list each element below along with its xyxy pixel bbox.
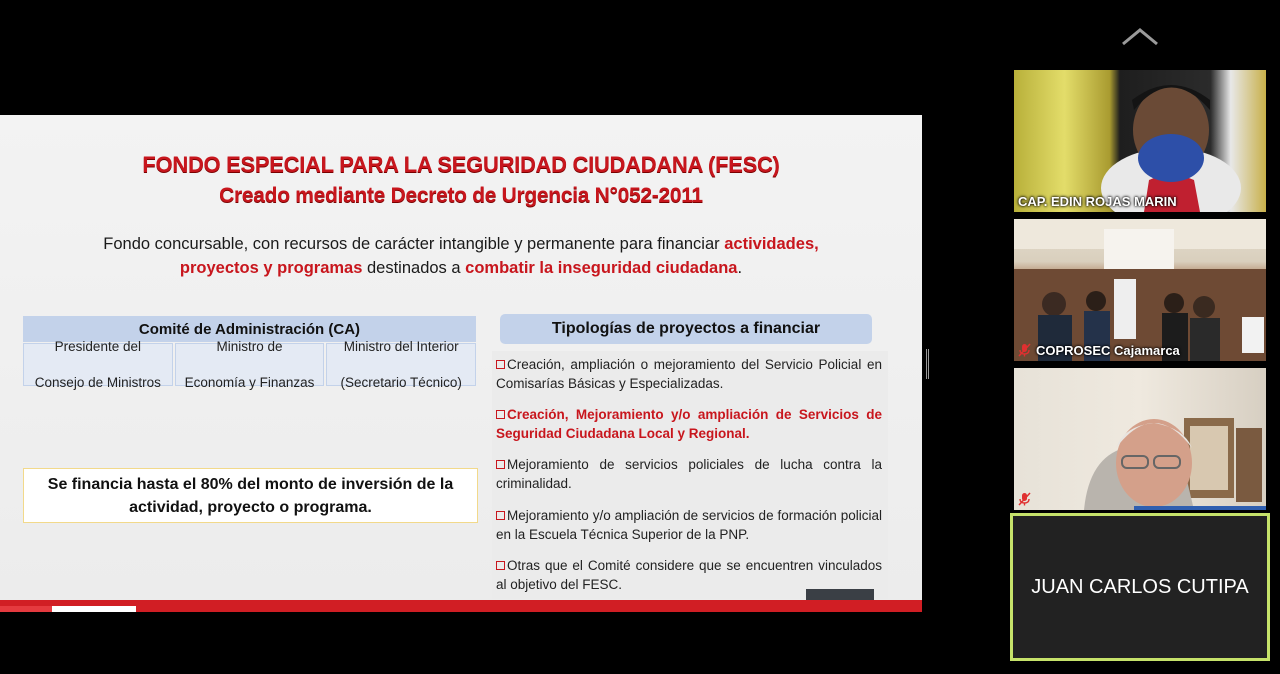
participant-name: COPROSEC Cajamarca (1018, 343, 1180, 358)
checkbox-bullet-icon (496, 460, 505, 469)
participant-video (1014, 70, 1266, 212)
slide-footer-bar (0, 600, 922, 612)
intro-highlight: combatir la inseguridad ciudadana (465, 259, 738, 277)
typologies-list (492, 351, 888, 599)
mic-muted-icon (1018, 492, 1031, 506)
slide-subtitle: Creado mediante Decreto de Urgencia N°052-2011 (219, 184, 703, 207)
typology-item: Creación, ampliación o mejoramiento del Servicio Policial en Comisarías Básicas y Especializadas. (496, 357, 882, 391)
committee-member: Ministro del Interior (Secretario Técnico) (326, 343, 476, 386)
checkbox-bullet-icon (496, 410, 505, 419)
intro-highlight: actividades, (724, 235, 819, 253)
intro-highlight: proyectos y programas (179, 259, 363, 277)
committee-members (23, 338, 476, 390)
participant-tile[interactable] (1014, 219, 1266, 361)
checkbox-bullet-icon (496, 511, 505, 520)
participant-tile[interactable] (1014, 70, 1266, 212)
intro-text: Fondo concursable, con recursos de carácter intangible y permanente para financiar (103, 235, 725, 253)
panel-resize-handle[interactable] (926, 349, 929, 379)
shared-screen-slide (0, 115, 922, 612)
participant-video (1014, 368, 1266, 510)
active-speaker-tile[interactable] (1010, 513, 1270, 661)
slide-intro (40, 232, 882, 280)
intro-text: . (737, 259, 743, 277)
typology-item: Creación, Mejoramiento y/o ampliación de Servicios de Seguridad Ciudadana Local y Regional. (496, 407, 882, 441)
checkbox-bullet-icon (496, 561, 505, 570)
participant-video (1014, 219, 1266, 361)
financing-note: Se financia hasta el 80% del monto de inversión de la actividad, proyecto o programa. (23, 468, 478, 523)
committee-member: Presidente del Consejo de Ministros (23, 343, 173, 386)
mic-muted-icon (1018, 343, 1031, 357)
collapse-chevron-icon[interactable] (1120, 26, 1160, 48)
intro-text: destinados a (362, 259, 466, 277)
typology-item: Otras que el Comité considere que se encuentren vinculados al objetivo del FESC. (496, 558, 882, 592)
participant-name (1018, 492, 1036, 507)
typologies-header: Tipologías de proyectos a financiar (500, 314, 872, 344)
checkbox-bullet-icon (496, 360, 505, 369)
slide-title: FONDO ESPECIAL PARA LA SEGURIDAD CIUDADANA (FESC) (142, 152, 780, 177)
slide-footer-logo (0, 606, 136, 612)
participant-tile[interactable] (1014, 368, 1266, 510)
typology-item: Mejoramiento de servicios policiales de lucha contra la criminalidad. (496, 457, 882, 491)
participant-name: CAP. EDIN ROJAS MARIN (1018, 194, 1177, 209)
committee-member: Ministro de Economía y Finanzas (175, 343, 325, 386)
typology-item: Mejoramiento y/o ampliación de servicios de formación policial en la Escuela Técnica Superior de la PNP. (496, 508, 882, 542)
active-speaker-name: JUAN CARLOS CUTIPA (1031, 575, 1249, 598)
committee-header: Comité de Administración (CA) (23, 316, 476, 342)
